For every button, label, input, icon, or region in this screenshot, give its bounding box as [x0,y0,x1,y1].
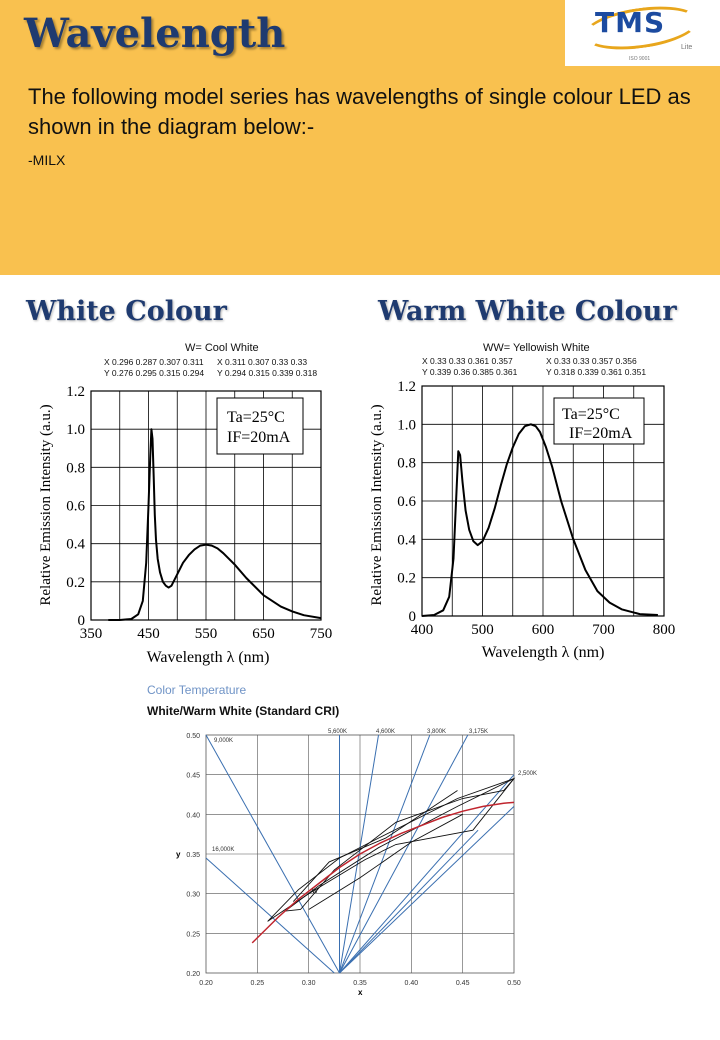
warm-white-xtick-label: 600 [531,622,555,638]
cool-white-chart-title: W= Cool White [185,342,259,354]
warm-white-ytick-label: 0.6 [397,494,416,510]
intro-text: The following model series has wavelengths of single colour LED as shown in the diagram below:- [28,84,691,139]
warm-white-ytick-label: 1.0 [397,417,416,434]
cool-white-xtick-label: 450 [137,626,160,642]
cie-ytick-label: 0.30 [186,891,200,899]
warm-white-spectrum-chart [360,375,720,670]
company-logo [565,0,720,66]
warm-white-xtick-label: 500 [471,622,494,638]
cie-isotherm-label: 9,000K [214,738,234,744]
page-title: Wavelength [24,10,286,57]
cie-xtick-label: 0.50 [507,980,521,987]
logo-iso: ISO 9001 [629,56,651,62]
cool-white-xtick-label: 550 [194,626,218,642]
cool-white-x-row2: X 0.311 0.307 0.33 0.33 [217,357,308,367]
cool-white-xtick-label: 650 [252,626,275,642]
cie-ytick-label: 0.20 [186,971,200,978]
cie-ytick-label: 0.45 [186,772,200,780]
warm-white-ytick-label: 0.2 [397,570,416,587]
cool-white-spectrum-chart [0,380,360,670]
cool-white-y-row2: Y 0.294 0.315 0.339 0.318 [217,368,318,378]
cie-isotherm-label: 4,600K [376,729,396,735]
cie-isotherm-label: 5,600K [328,729,348,735]
cie-xtick-label: 0.35 [353,980,367,987]
warm-white-condition-ta: Ta=25°C [562,406,620,423]
cie-ylabel: y [176,850,181,859]
cie-isotherm-label: 2,500K [518,771,538,777]
cool-white-ytick-label: 0.6 [66,498,85,515]
white-colour-title: White Colour [26,296,227,327]
cie-isotherm-label: 3,800K [427,729,447,735]
cool-white-y-row: Y 0.276 0.295 0.315 0.294 [104,368,205,378]
warm-white-y-row: Y 0.339 0.36 0.385 0.361 [422,367,518,377]
cool-white-ytick-label: 1.0 [66,422,85,439]
warm-white-ytick-label: 0.8 [397,455,416,472]
cie-ytick-label: 0.40 [186,812,200,820]
warm-white-xtick-label: 700 [592,622,615,638]
model-series: -MILX [28,152,66,168]
cool-white-ytick-label: 0 [77,613,85,629]
warm-white-x-row: X 0.33 0.33 0.361 0.357 [422,356,513,366]
cool-white-xtick-label: 750 [309,626,333,642]
warm-white-ylabel: Relative Emission Intensity (a.u.) [369,404,385,606]
warm-white-ytick-label: 1.2 [397,379,416,395]
warm-white-xtick-label: 800 [652,622,676,638]
color-temperature-chart [160,725,560,1000]
cool-white-ylabel: Relative Emission Intensity (a.u.) [38,404,54,606]
cie-xtick-label: 0.25 [250,980,265,987]
cool-white-xlabel: Wavelength λ (nm) [146,649,270,666]
cie-ytick-label: 0.35 [186,852,200,859]
cool-white-condition-ta: Ta=25°C [227,409,285,426]
cie-isotherm-label: 3,175K [469,729,489,735]
warm-white-colour-title: Warm White Colour [378,296,677,327]
cie-xtick-label: 0.30 [301,980,316,987]
warm-white-condition-if: IF=20mA [569,425,633,442]
cie-xlabel: x [358,988,363,997]
cie-xtick-label: 0.20 [199,980,213,987]
cool-white-ytick-label: 0.8 [66,460,85,477]
logo-subtext: Lite [681,44,693,51]
header-panel [0,0,720,275]
cie-bin-label: W [312,889,318,895]
color-temperature-title: Color Temperature [147,683,247,697]
cie-ytick-label: 0.50 [186,733,200,740]
cie-isotherm-label: 16,000K [212,847,235,853]
cool-white-ytick-label: 0.4 [66,536,85,553]
cie-ytick-label: 0.25 [186,931,200,939]
cool-white-condition-if: IF=20mA [227,429,291,446]
cool-white-ytick-label: 1.2 [66,384,85,400]
warm-white-x-row2: X 0.33 0.33 0.357 0.356 [546,356,637,366]
warm-white-xtick-label: 400 [410,622,434,638]
color-temperature-subtitle: White/Warm White (Standard CRI) [147,704,340,718]
warm-white-ytick-label: 0 [408,609,416,625]
cool-white-xtick-label: 350 [79,626,103,642]
warm-white-y-row2: Y 0.318 0.339 0.361 0.351 [546,367,647,377]
cool-white-x-row: X 0.296 0.287 0.307 0.311 [104,357,204,367]
cool-white-ytick-label: 0.2 [66,574,85,591]
warm-white-chart-title: WW= Yellowish White [483,342,590,354]
warm-white-ytick-label: 0.4 [397,532,416,549]
cie-xtick-label: 0.45 [455,980,470,987]
cie-xtick-label: 0.40 [404,980,419,987]
logo-text: TMS [595,6,666,39]
warm-white-xlabel: Wavelength λ (nm) [481,644,605,661]
